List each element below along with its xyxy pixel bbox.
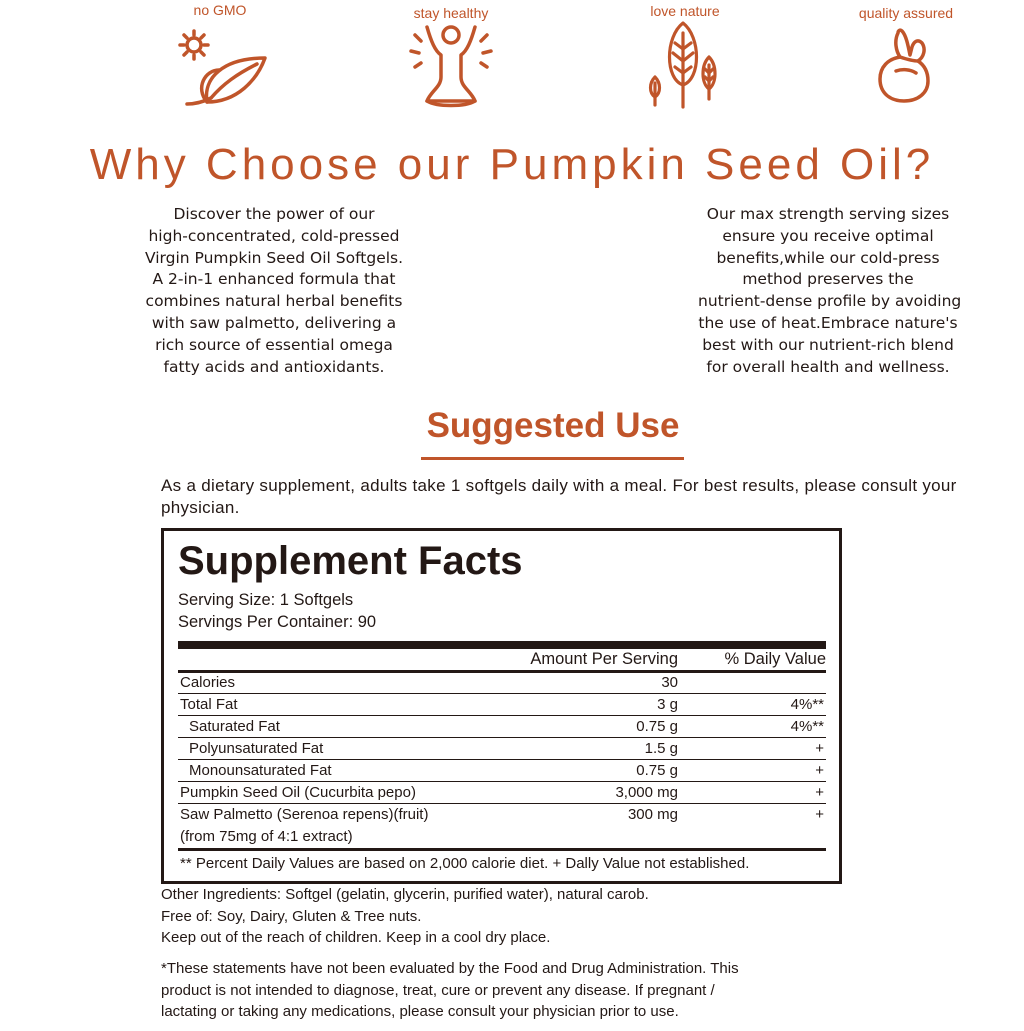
text-line: rich source of essential omega xyxy=(155,335,393,354)
text-line: best with our nutrient-rich blend xyxy=(702,335,954,354)
nutrient-amount: 30 xyxy=(661,674,678,691)
text-line: Other Ingredients: Softgel (gelatin, glycerin, purified water), natural carob. xyxy=(161,886,649,903)
servings-per-container: Servings Per Container: 90 xyxy=(178,613,377,631)
divider xyxy=(178,715,826,716)
nutrient-name: Pumpkin Seed Oil (Cucurbita pepo) xyxy=(180,784,416,801)
nutrient-daily-value: 4%** xyxy=(790,696,824,713)
leaf-sun-icon xyxy=(165,18,275,108)
table-row xyxy=(178,784,826,805)
nutrient-name: Calories xyxy=(180,674,236,691)
divider xyxy=(178,759,826,760)
feature-label: love nature xyxy=(650,3,720,19)
fda-disclaimer xyxy=(161,958,739,1023)
nutrient-daily-value: 4%** xyxy=(790,718,824,735)
text-line: *These statements have not been evaluated by the Food and Drug Administration. This xyxy=(161,960,739,977)
feature-label: no GMO xyxy=(193,2,247,18)
nutrient-amount: 0.75 g xyxy=(636,762,678,779)
table-row xyxy=(178,762,826,783)
text-line: Free of: Soy, Dairy, Gluten & Tree nuts. xyxy=(161,907,422,925)
text-line: with saw palmetto, delivering a xyxy=(151,313,397,332)
nutrient-amount: 3,000 mg xyxy=(615,784,678,801)
text-line: benefits,while our cold-press xyxy=(716,248,940,267)
text-line: fatty acids and antioxidants. xyxy=(163,357,385,376)
nutrient-name: Monounsaturated Fat xyxy=(189,762,332,779)
serving-size: Serving Size: 1 Softgels xyxy=(178,591,354,609)
text-line: lactating or taking any medications, please consult your physician prior to use. xyxy=(161,1003,679,1020)
table-row xyxy=(178,806,826,848)
text-line: product is not intended to diagnose, treat, cure or prevent any disease. If pregnant / xyxy=(161,981,715,999)
facts-footnote: ** Percent Daily Values are based on 2,000 calorie diet. + Dally Value not established. xyxy=(180,855,750,872)
nutrient-amount: 0.75 g xyxy=(636,718,678,735)
feature-quality-assured xyxy=(846,0,966,107)
feature-stay-healthy xyxy=(391,0,511,109)
table-row xyxy=(178,718,826,739)
nutrient-amount: 1.5 g xyxy=(644,740,678,757)
text-line: Keep out of the reach of children. Keep in a cool dry place. xyxy=(161,929,551,946)
nutrient-name-detail: (from 75mg of 4:1 extract) xyxy=(180,828,353,845)
nutrient-name: Polyunsaturated Fat xyxy=(189,740,324,757)
divider xyxy=(178,781,826,782)
divider xyxy=(178,803,826,804)
supplement-facts-panel xyxy=(161,528,842,884)
suggested-use-heading: Suggested Use xyxy=(426,406,680,445)
divider xyxy=(178,737,826,738)
page-title: Why Choose our Pumpkin Seed Oil? xyxy=(89,140,935,189)
text-line: the use of heat.Embrace nature's xyxy=(698,313,958,332)
nutrient-amount: 3 g xyxy=(657,696,678,713)
feature-label: quality assured xyxy=(858,5,954,21)
table-row xyxy=(178,696,826,717)
suggested-use-text: As a dietary supplement, adults take 1 softgels daily with a meal. For best results, please consult your physician. xyxy=(161,476,957,517)
nutrient-name: Total Fat xyxy=(180,696,238,713)
nutrient-daily-value: + xyxy=(815,762,824,779)
nutrient-name: Saturated Fat xyxy=(189,718,280,735)
nutrient-daily-value: + xyxy=(815,740,824,757)
person-cheer-icon xyxy=(401,21,501,109)
other-ingredients xyxy=(161,884,649,949)
nutrient-daily-value: + xyxy=(815,806,824,823)
text-line: Our max strength serving sizes xyxy=(706,205,950,223)
divider-thick xyxy=(178,641,826,649)
table-row xyxy=(178,740,826,761)
thumbs-up-icon xyxy=(866,21,946,107)
heading-underline xyxy=(421,457,684,460)
text-line: ensure you receive optimal xyxy=(722,226,934,245)
feature-love-nature xyxy=(625,0,745,111)
text-line: A 2-in-1 enhanced formula that xyxy=(152,270,396,289)
nutrient-name: Saw Palmetto (Serenoa repens)(fruit) xyxy=(180,806,429,823)
text-line: method preserves the xyxy=(742,270,914,289)
divider xyxy=(178,670,826,673)
feature-label: stay healthy xyxy=(413,5,489,21)
left-description xyxy=(144,204,404,378)
nutrient-amount: 300 mg xyxy=(627,806,678,823)
text-line: Virgin Pumpkin Seed Oil Softgels. xyxy=(144,248,404,267)
text-line: for overall health and wellness. xyxy=(706,357,950,376)
feature-no-gmo xyxy=(160,0,280,108)
daily-value-column-label: % Daily Value xyxy=(724,650,826,668)
divider xyxy=(178,693,826,694)
text-line: nutrient-dense profile by avoiding xyxy=(698,292,962,311)
nutrient-daily-value: + xyxy=(815,784,824,801)
table-row xyxy=(178,674,826,695)
text-line: Discover the power of our xyxy=(173,205,375,223)
right-description xyxy=(698,204,962,378)
text-line: combines natural herbal benefits xyxy=(145,292,403,311)
amount-column-label: Amount Per Serving xyxy=(530,650,678,668)
text-line: high-concentrated, cold-pressed xyxy=(148,226,400,245)
trees-icon xyxy=(645,19,725,111)
facts-column-header xyxy=(178,650,826,672)
divider xyxy=(178,848,826,851)
supplement-facts-title: Supplement Facts xyxy=(178,539,523,583)
